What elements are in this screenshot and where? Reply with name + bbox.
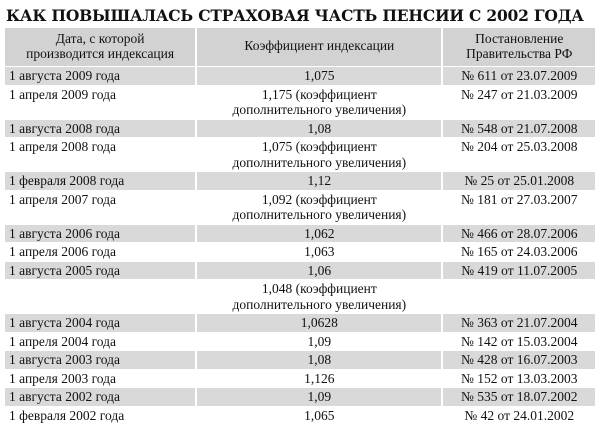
cell-decree: № 181 от 27.03.2007 xyxy=(442,190,595,224)
table-row xyxy=(5,119,595,138)
table-row xyxy=(5,369,595,388)
cell-date: 1 августа 2006 года xyxy=(5,224,196,243)
coef-note: дополнительного увеличения) xyxy=(232,102,407,117)
cell-coefficient xyxy=(196,406,442,424)
coef-value: 1,063 xyxy=(304,244,335,259)
cell-decree: № 152 от 13.03.2003 xyxy=(442,369,595,388)
table-body xyxy=(5,67,595,425)
table-row xyxy=(5,67,595,86)
coef-value: 1,092 (коэффициент xyxy=(261,191,377,207)
cell-coefficient xyxy=(196,314,442,333)
coef-note: дополнительного увеличения) xyxy=(232,207,407,222)
header-decree-line1: Постановление xyxy=(475,30,564,46)
cell-date xyxy=(5,280,196,314)
pension-indexation-table xyxy=(5,28,595,424)
coef-value: 1,06 xyxy=(307,262,332,278)
cell-coefficient xyxy=(196,67,442,86)
header-coefficient: Коэффициент индексации xyxy=(196,28,442,67)
cell-date: 1 апреля 2006 года xyxy=(5,243,196,262)
cell-date: 1 августа 2008 года xyxy=(5,119,196,138)
coef-value: 1,175 (коэффициент xyxy=(261,86,377,102)
cell-date: 1 апреля 2008 года xyxy=(5,138,196,172)
cell-decree: № 25 от 25.01.2008 xyxy=(442,172,595,191)
cell-decree: № 247 от 21.03.2009 xyxy=(442,85,595,119)
header-date xyxy=(5,28,196,67)
coef-value: 1,12 xyxy=(307,173,332,188)
cell-coefficient xyxy=(196,224,442,243)
cell-decree: № 548 от 21.07.2008 xyxy=(442,119,595,138)
cell-date: 1 февраля 2002 года xyxy=(5,406,196,424)
header-decree-line2: Правительства РФ xyxy=(466,46,573,61)
table-row xyxy=(5,224,595,243)
coef-note: дополнительного увеличения) xyxy=(232,154,407,170)
table-row xyxy=(5,406,595,424)
cell-date: 1 августа 2005 года xyxy=(5,261,196,280)
coef-value: 1,126 xyxy=(304,370,335,386)
cell-decree: № 42 от 24.01.2002 xyxy=(442,406,595,424)
table-row xyxy=(5,314,595,333)
cell-decree: № 165 от 24.03.2006 xyxy=(442,243,595,262)
cell-coefficient xyxy=(196,332,442,351)
coef-value: 1,065 xyxy=(304,407,335,423)
cell-coefficient xyxy=(196,85,442,119)
coef-note: дополнительного увеличения) xyxy=(232,296,407,312)
table-row xyxy=(5,172,595,191)
cell-coefficient xyxy=(196,351,442,370)
page-title: КАК ПОВЫШАЛАСЬ СТРАХОВАЯ ЧАСТЬ ПЕНСИИ С 2002 ГОДА xyxy=(6,6,584,25)
table-row xyxy=(5,138,595,172)
cell-decree xyxy=(442,280,595,314)
cell-date: 1 апреля 2003 года xyxy=(5,369,196,388)
cell-decree: № 611 от 23.07.2009 xyxy=(442,67,595,86)
table-row xyxy=(5,351,595,370)
cell-date: 1 апреля 2009 года xyxy=(5,85,196,119)
coef-value: 1,09 xyxy=(307,389,332,404)
cell-coefficient xyxy=(196,388,442,407)
cell-date: 1 февраля 2008 года xyxy=(5,172,196,191)
coef-value: 1,0628 xyxy=(300,315,338,330)
header-decree xyxy=(442,28,595,67)
header-date-line1: Дата, с которой xyxy=(55,30,145,46)
coef-value: 1,09 xyxy=(307,333,332,349)
cell-coefficient xyxy=(196,138,442,172)
cell-date: 1 августа 2009 года xyxy=(5,67,196,86)
cell-decree: № 204 от 25.03.2008 xyxy=(442,138,595,172)
cell-coefficient xyxy=(196,369,442,388)
cell-decree: № 419 от 11.07.2005 xyxy=(442,261,595,280)
coef-value: 1,08 xyxy=(307,120,332,136)
table-row xyxy=(5,190,595,224)
table-row xyxy=(5,243,595,262)
table-row xyxy=(5,85,595,119)
cell-date: 1 апреля 2007 года xyxy=(5,190,196,224)
coef-value: 1,048 (коэффициент xyxy=(261,281,377,296)
cell-coefficient xyxy=(196,172,442,191)
table-row xyxy=(5,261,595,280)
cell-date: 1 августа 2003 года xyxy=(5,351,196,370)
coef-value: 1,08 xyxy=(307,352,332,367)
table-row xyxy=(5,388,595,407)
table-row xyxy=(5,332,595,351)
cell-date: 1 августа 2004 года xyxy=(5,314,196,333)
header-date-line2: производится индексация xyxy=(26,46,175,61)
cell-coefficient xyxy=(196,119,442,138)
coef-value: 1,075 (коэффициент xyxy=(261,139,377,154)
cell-coefficient xyxy=(196,190,442,224)
table-header-row xyxy=(5,28,595,67)
cell-coefficient xyxy=(196,261,442,280)
cell-decree: № 535 от 18.07.2002 xyxy=(442,388,595,407)
cell-date: 1 августа 2002 года xyxy=(5,388,196,407)
cell-coefficient xyxy=(196,280,442,314)
coef-value: 1,075 xyxy=(304,68,335,83)
cell-decree: № 363 от 21.07.2004 xyxy=(442,314,595,333)
coef-value: 1,062 xyxy=(304,225,335,241)
cell-decree: № 428 от 16.07.2003 xyxy=(442,351,595,370)
cell-decree: № 142 от 15.03.2004 xyxy=(442,332,595,351)
cell-date: 1 апреля 2004 года xyxy=(5,332,196,351)
cell-coefficient xyxy=(196,243,442,262)
table-row xyxy=(5,280,595,314)
cell-decree: № 466 от 28.07.2006 xyxy=(442,224,595,243)
